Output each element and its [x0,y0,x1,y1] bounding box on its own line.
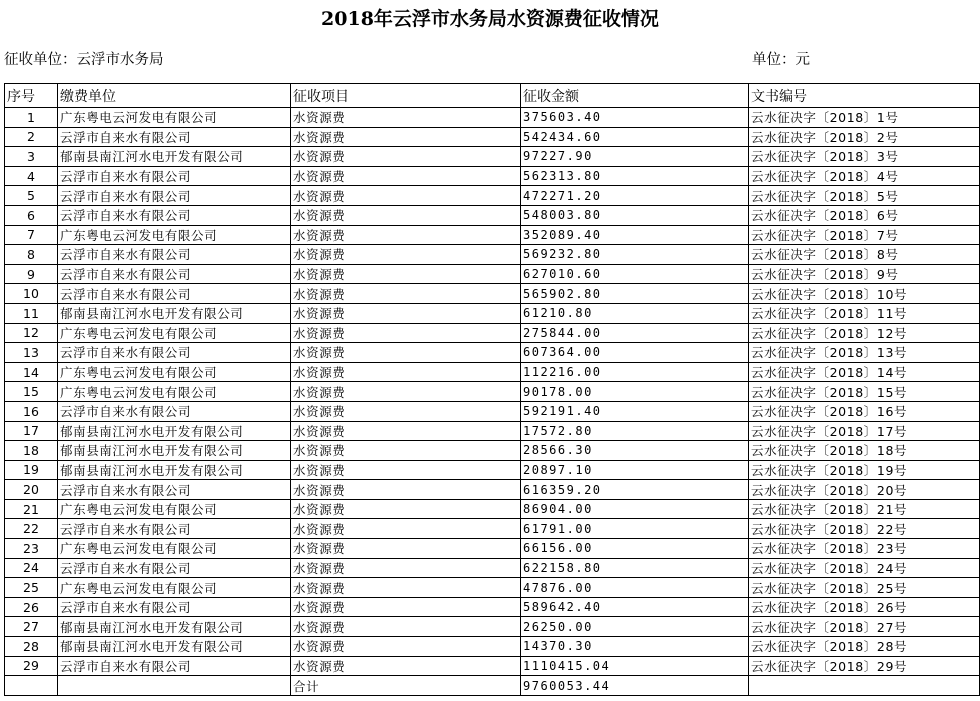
total-doc-cell [749,676,980,696]
row-amount: 90178.00 [521,382,749,402]
row-amount: 28566.30 [521,441,749,461]
table-row [5,617,980,637]
row-item: 水资源费 [291,186,521,206]
header-item: 征收项目 [291,84,521,108]
row-item: 水资源费 [291,578,521,598]
row-amount: 1110415.04 [521,656,749,676]
row-item: 水资源费 [291,558,521,578]
row-doc-number: 云水征决字〔2018〕10号 [749,284,980,304]
row-doc-number: 云水征决字〔2018〕12号 [749,323,980,343]
table-row [5,499,980,519]
table-row [5,264,980,284]
row-payer: 云浮市自来水有限公司 [58,284,291,304]
row-seq: 21 [5,499,58,519]
row-doc-number: 云水征决字〔2018〕3号 [749,147,980,167]
table-row [5,362,980,382]
table-row [5,637,980,657]
row-seq: 6 [5,205,58,225]
table-header-row [5,84,980,108]
row-item: 水资源费 [291,441,521,461]
row-amount: 61791.00 [521,519,749,539]
row-amount: 542434.60 [521,127,749,147]
row-doc-number: 云水征决字〔2018〕24号 [749,558,980,578]
collection-table [4,83,980,696]
row-payer: 郁南县南江河水电开发有限公司 [58,617,291,637]
row-item: 水资源费 [291,166,521,186]
document-title: 2018年云浮市水务局水资源费征收情况 [321,8,659,30]
table-row [5,108,980,128]
row-doc-number: 云水征决字〔2018〕19号 [749,460,980,480]
row-item: 水资源费 [291,401,521,421]
row-payer: 云浮市自来水有限公司 [58,656,291,676]
row-doc-number: 云水征决字〔2018〕17号 [749,421,980,441]
row-doc-number: 云水征决字〔2018〕7号 [749,225,980,245]
row-payer: 云浮市自来水有限公司 [58,166,291,186]
row-amount: 275844.00 [521,323,749,343]
header-doc-number: 文书编号 [749,84,980,108]
row-seq: 13 [5,343,58,363]
row-item: 水资源费 [291,617,521,637]
row-item: 水资源费 [291,480,521,500]
table-row [5,401,980,421]
row-amount: 47876.00 [521,578,749,598]
row-seq: 2 [5,127,58,147]
row-item: 水资源费 [291,519,521,539]
row-amount: 66156.00 [521,539,749,559]
row-seq: 14 [5,362,58,382]
row-doc-number: 云水征决字〔2018〕18号 [749,441,980,461]
row-payer: 云浮市自来水有限公司 [58,186,291,206]
row-seq: 3 [5,147,58,167]
row-item: 水资源费 [291,539,521,559]
row-doc-number: 云水征决字〔2018〕2号 [749,127,980,147]
row-amount: 627010.60 [521,264,749,284]
table-row [5,225,980,245]
table-row [5,303,980,323]
table-row [5,284,980,304]
row-doc-number: 云水征决字〔2018〕28号 [749,637,980,657]
row-seq: 11 [5,303,58,323]
row-item: 水资源费 [291,127,521,147]
row-seq: 26 [5,597,58,617]
row-payer: 云浮市自来水有限公司 [58,264,291,284]
table-row [5,441,980,461]
row-amount: 592191.40 [521,401,749,421]
row-seq: 18 [5,441,58,461]
row-seq: 7 [5,225,58,245]
unit-label: 单位：元 [752,52,810,68]
row-amount: 97227.90 [521,147,749,167]
table-row [5,421,980,441]
row-payer: 云浮市自来水有限公司 [58,127,291,147]
row-item: 水资源费 [291,421,521,441]
row-item: 水资源费 [291,205,521,225]
row-amount: 607364.00 [521,343,749,363]
row-amount: 472271.20 [521,186,749,206]
collector-label: 征收单位：云浮市水务局 [4,52,164,68]
row-doc-number: 云水征决字〔2018〕5号 [749,186,980,206]
table-row [5,539,980,559]
table-row [5,558,980,578]
total-label: 合计 [291,676,521,696]
row-seq: 10 [5,284,58,304]
row-payer: 广东粤电云河发电有限公司 [58,225,291,245]
row-payer: 郁南县南江河水电开发有限公司 [58,303,291,323]
total-payer-cell [58,676,291,696]
row-seq: 16 [5,401,58,421]
table-row [5,597,980,617]
row-payer: 郁南县南江河水电开发有限公司 [58,460,291,480]
table-row [5,186,980,206]
row-seq: 4 [5,166,58,186]
row-seq: 25 [5,578,58,598]
row-seq: 12 [5,323,58,343]
row-seq: 23 [5,539,58,559]
header-seq: 序号 [5,84,58,108]
row-payer: 云浮市自来水有限公司 [58,597,291,617]
row-payer: 郁南县南江河水电开发有限公司 [58,441,291,461]
row-doc-number: 云水征决字〔2018〕27号 [749,617,980,637]
row-payer: 云浮市自来水有限公司 [58,245,291,265]
row-payer: 云浮市自来水有限公司 [58,343,291,363]
row-payer: 郁南县南江河水电开发有限公司 [58,421,291,441]
row-doc-number: 云水征决字〔2018〕16号 [749,401,980,421]
row-item: 水资源费 [291,303,521,323]
row-payer: 广东粤电云河发电有限公司 [58,108,291,128]
total-row [5,676,980,696]
row-doc-number: 云水征决字〔2018〕29号 [749,656,980,676]
table-row [5,656,980,676]
row-seq: 24 [5,558,58,578]
row-seq: 19 [5,460,58,480]
table-row [5,323,980,343]
header-amount: 征收金额 [521,84,749,108]
table-row [5,147,980,167]
row-payer: 云浮市自来水有限公司 [58,519,291,539]
row-seq: 5 [5,186,58,206]
row-amount: 112216.00 [521,362,749,382]
row-doc-number: 云水征决字〔2018〕1号 [749,108,980,128]
row-doc-number: 云水征决字〔2018〕4号 [749,166,980,186]
row-payer: 广东粤电云河发电有限公司 [58,382,291,402]
row-amount: 622158.80 [521,558,749,578]
row-seq: 8 [5,245,58,265]
row-seq: 15 [5,382,58,402]
table-body [5,108,980,676]
row-item: 水资源费 [291,362,521,382]
row-doc-number: 云水征决字〔2018〕13号 [749,343,980,363]
row-amount: 26250.00 [521,617,749,637]
table-row [5,460,980,480]
row-payer: 云浮市自来水有限公司 [58,558,291,578]
table-row [5,205,980,225]
table-row [5,343,980,363]
row-seq: 9 [5,264,58,284]
row-amount: 375603.40 [521,108,749,128]
total-seq-cell [5,676,58,696]
row-amount: 589642.40 [521,597,749,617]
row-item: 水资源费 [291,460,521,480]
row-amount: 20897.10 [521,460,749,480]
row-amount: 616359.20 [521,480,749,500]
row-payer: 云浮市自来水有限公司 [58,401,291,421]
table-row [5,166,980,186]
row-payer: 广东粤电云河发电有限公司 [58,539,291,559]
table-row [5,519,980,539]
header-payer: 缴费单位 [58,84,291,108]
row-doc-number: 云水征决字〔2018〕8号 [749,245,980,265]
row-item: 水资源费 [291,343,521,363]
row-doc-number: 云水征决字〔2018〕21号 [749,499,980,519]
row-amount: 17572.80 [521,421,749,441]
table-row [5,245,980,265]
row-item: 水资源费 [291,597,521,617]
row-item: 水资源费 [291,147,521,167]
table-row [5,480,980,500]
table-row [5,382,980,402]
table-row [5,578,980,598]
row-payer: 广东粤电云河发电有限公司 [58,362,291,382]
row-seq: 27 [5,617,58,637]
row-seq: 17 [5,421,58,441]
row-seq: 1 [5,108,58,128]
table-row [5,127,980,147]
row-payer: 云浮市自来水有限公司 [58,205,291,225]
row-seq: 29 [5,656,58,676]
row-doc-number: 云水征决字〔2018〕23号 [749,539,980,559]
row-item: 水资源费 [291,499,521,519]
row-doc-number: 云水征决字〔2018〕26号 [749,597,980,617]
total-value: 9760053.44 [521,676,749,696]
row-doc-number: 云水征决字〔2018〕9号 [749,264,980,284]
row-doc-number: 云水征决字〔2018〕22号 [749,519,980,539]
row-payer: 郁南县南江河水电开发有限公司 [58,147,291,167]
row-doc-number: 云水征决字〔2018〕14号 [749,362,980,382]
row-item: 水资源费 [291,264,521,284]
row-amount: 548003.80 [521,205,749,225]
row-item: 水资源费 [291,245,521,265]
row-payer: 广东粤电云河发电有限公司 [58,499,291,519]
row-doc-number: 云水征决字〔2018〕20号 [749,480,980,500]
row-doc-number: 云水征决字〔2018〕15号 [749,382,980,402]
row-amount: 14370.30 [521,637,749,657]
row-payer: 云浮市自来水有限公司 [58,480,291,500]
row-seq: 22 [5,519,58,539]
row-amount: 352089.40 [521,225,749,245]
row-amount: 565902.80 [521,284,749,304]
row-amount: 562313.80 [521,166,749,186]
row-seq: 20 [5,480,58,500]
row-payer: 广东粤电云河发电有限公司 [58,323,291,343]
row-item: 水资源费 [291,323,521,343]
row-amount: 61210.80 [521,303,749,323]
row-item: 水资源费 [291,382,521,402]
row-item: 水资源费 [291,284,521,304]
row-doc-number: 云水征决字〔2018〕6号 [749,205,980,225]
row-doc-number: 云水征决字〔2018〕25号 [749,578,980,598]
row-item: 水资源费 [291,225,521,245]
row-payer: 郁南县南江河水电开发有限公司 [58,637,291,657]
row-item: 水资源费 [291,656,521,676]
row-doc-number: 云水征决字〔2018〕11号 [749,303,980,323]
row-item: 水资源费 [291,637,521,657]
row-amount: 569232.80 [521,245,749,265]
row-seq: 28 [5,637,58,657]
row-payer: 广东粤电云河发电有限公司 [58,578,291,598]
row-item: 水资源费 [291,108,521,128]
row-amount: 86904.00 [521,499,749,519]
